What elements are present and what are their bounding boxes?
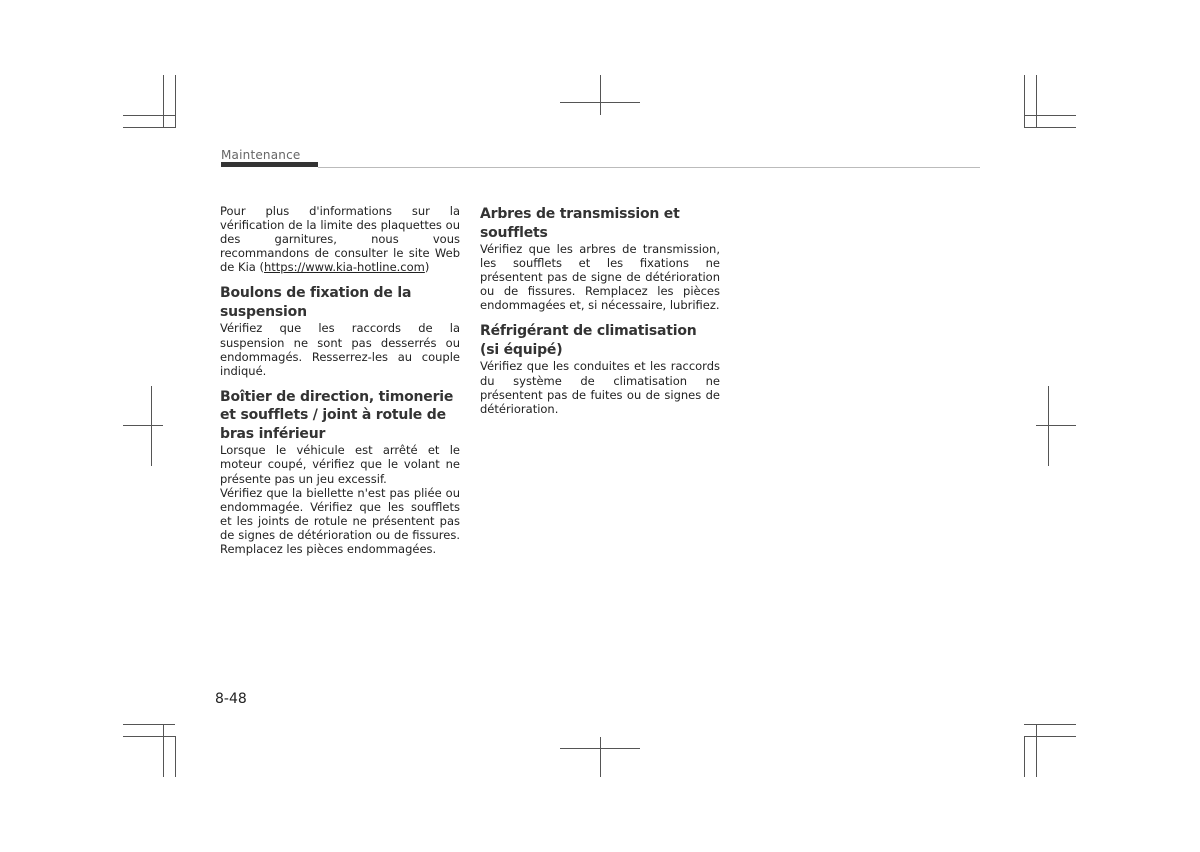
heading-steering: Boîtier de direction, timonerie et soufflets / joint à rotule de bras inférieur	[220, 388, 454, 442]
header-rule	[318, 167, 980, 168]
suspension-bolts-text: Vérifiez que les raccords de la suspension ne sont pas desserrés ou endommagés. Resserrez-les au couple indiqué.	[220, 321, 460, 378]
page-number: 8-48	[215, 691, 247, 707]
heading-ac-refrigerant: Réfrigérant de climatisation (si équipé)	[480, 323, 697, 358]
intro-paragraph: Pour plus d'informations sur la vérification de la limite des plaquettes ou des garnitures, nous vous recommandons de consulter le site Web de Kia (https://www.kia-hotline.com)	[220, 204, 460, 275]
drive-shafts-text: Vérifiez que les arbres de transmission, les soufflets et les fixations ne présentent pas de signe de détérioration ou de fissures. Remplacez les pièces endommagées et, si nécessaire, lubrifiez.	[480, 242, 720, 313]
header-bar	[221, 162, 318, 167]
kia-hotline-link[interactable]: https://www.kia-hotline.com	[263, 260, 425, 275]
left-column	[220, 204, 460, 556]
right-column	[480, 205, 720, 416]
heading-drive-shafts: Arbres de transmission et soufflets	[480, 206, 680, 241]
steering-text-2: Vérifiez que la biellette n'est pas pliée ou endommagée. Vérifiez que les soufflets et les joints de rotule ne présentent pas de signes de détérioration ou de fissures. Remplacez les pièces endommagées.	[220, 485, 460, 556]
heading-suspension-bolts: Boulons de fixation de la suspension	[220, 285, 412, 320]
steering-text-1: Lorsque le véhicule est arrêté et le moteur coupé, vérifiez que le volant ne présente pas un jeu excessif.	[220, 443, 460, 486]
section-header: Maintenance	[221, 148, 301, 162]
ac-refrigerant-text: Vérifiez que les conduites et les raccords du système de climatisation ne présentent pas de fuites ou de signes de détérioration.	[480, 359, 720, 416]
